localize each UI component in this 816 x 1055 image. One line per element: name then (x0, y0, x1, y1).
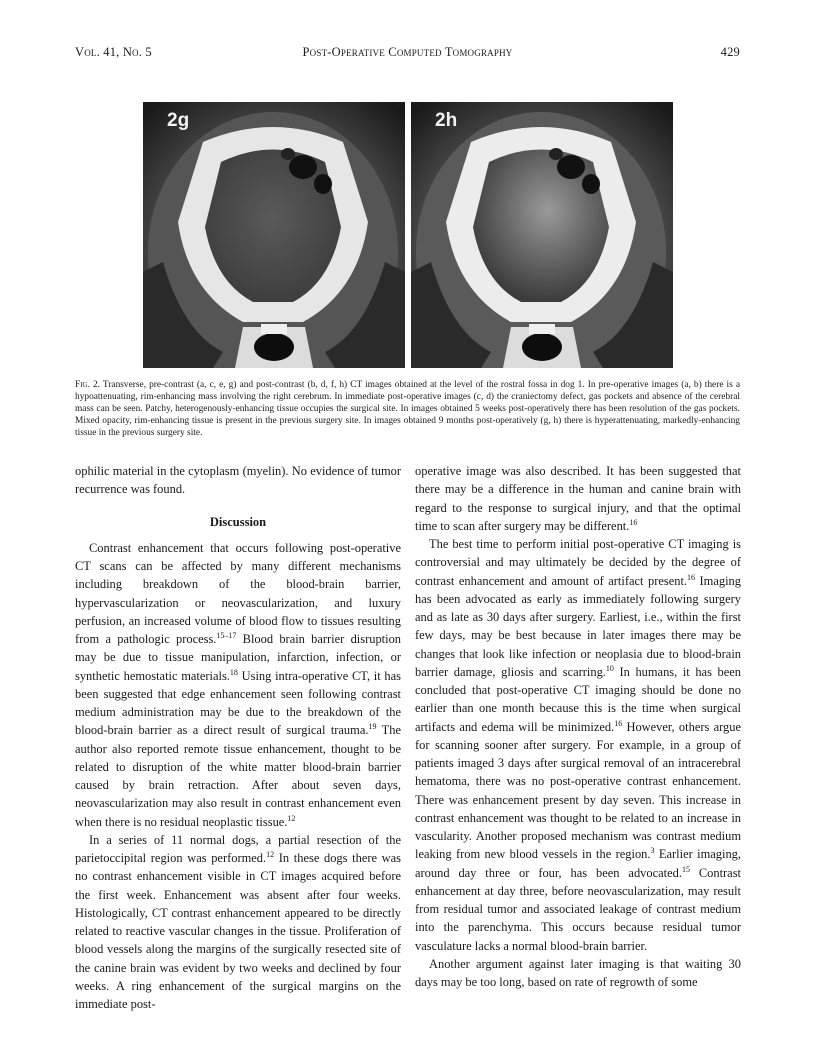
citation: 16 (687, 572, 696, 582)
citation: 12 (287, 813, 296, 823)
citation: 16 (614, 718, 623, 728)
running-title: Post-Operative Computed Tomography (302, 45, 513, 59)
text-run: In a series of 11 normal dogs, a partial resection of the parietoccipital region was performed. (75, 832, 401, 865)
paragraph (415, 462, 741, 535)
text-run: operative image was also described. It has been suggested that there may be a difference in the human and canine brain with regard to the response to surgical injury, and that the optimal time to scan after surgery may be different. (415, 464, 741, 533)
citation: 12 (266, 849, 275, 859)
section-heading-discussion: Discussion (209, 514, 267, 529)
left-column (75, 462, 401, 1013)
text-run: However, others argue for scanning sooner after surgery. For example, in a group of patients imaged 3 days after surgical removal of an intracerebral hematoma, there was no post-operative contrast enhancement. There was enhancement present by day seven. This increase in contrast enhancement was thought to be related to an increase in vascularity. Another proposed mechanism was contrast medium leaking from new blood vessels in the region. (415, 719, 741, 862)
text-run: Contrast enhancement that occurs following post-operative CT scans can be affected by many different mechanisms including breakdown of the blood-brain barrier, hypervascularization or neovascularization, and luxury perfusion, an increased volume of blood flow to tissues resulting from a pathologic process. (75, 540, 401, 646)
citation: 3 (650, 846, 655, 856)
caption-text: Transverse, pre-contrast (a, c, e, g) and post-contrast (b, d, f, h) CT images obtained at the level of the rostral fossa in dog 1. In pre-operative images (a, b) there is a hypoattenuating, rim-enhancing mass involving the right cerebrum. In immediate post-operative images (c, d) the craniectomy defect, gas pockets and absence of the cerebral mass can be seen. Patchy, heterogenously-enhancing tissue occupies the surgical site. In images obtained 5 weeks post-operatively there has been resolution of the gas pockets. Mixed opacity, rim-enhancing tissue is present in the previous surgery site. In images obtained 9 months post-operatively (g, h) there is hyperattenuating, markedly-enhancing tissue in the previous surgery site. (75, 380, 740, 438)
ct-scan-graphic (411, 102, 673, 368)
panel-label-2g: 2g (167, 110, 190, 131)
text-run: In humans, it has been concluded that post-operative CT imaging should be done no earlier than one month because this is the time when surgical artifacts and edema will be minimized. (415, 664, 741, 734)
text-run: Using intra-operative CT, it has been suggested that edge enhancement seen following contrast medium administration may be due to the breakdown of the blood-brain barrier as a direct result of surgical trauma. (75, 668, 401, 738)
paragraph (75, 831, 401, 1014)
ct-image-2h (411, 102, 673, 368)
citation: 15 (681, 864, 690, 874)
paragraph (75, 539, 401, 831)
citation: 19 (368, 722, 377, 732)
text-run: Blood brain barrier disruption may be due to tissue manipulation, infarction, infection, or synthetic hemostatic materials. (75, 632, 402, 683)
page-number: 429 (720, 45, 740, 59)
caption-label: Fig. 2. (75, 380, 101, 390)
text-run: The author also reported remote tissue enhancement, thought to be related to disruption of the white matter blood-brain barrier caused by brain retraction. After about seven days, neovascularization may also result in contrast enhancement even when there is no residual neoplastic tissue. (75, 723, 401, 829)
paragraph: ophilic material in the cytoplasm (myelin). No evidence of tumor recurrence was found. (75, 464, 401, 497)
text-run: In these dogs there was no contrast enhancement visible in CT images acquired before the first week. Enhancement was absent after four weeks. Histologically, CT contrast enhancement appeared to be directly related to reactive vascular changes in the tissue. Proliferation of blood vessels along the margins of the surgically resected site of the canine brain was evident by two weeks and declined by four weeks. A ring enhancement of the surgical margins on the immediate post- (75, 851, 401, 1011)
figure-2 (143, 102, 673, 368)
citation: 18 (229, 667, 238, 677)
citation: 16 (629, 517, 638, 527)
panel-label-2h: 2h (435, 110, 458, 131)
ct-image-2g (143, 102, 405, 368)
text-run: Imaging has been advocated as early as immediately following surgery and as late as 30 days after surgery. Earliest, i.e., within the first few days, may be best because in later images there may be changes that look like infection or neoplasia due to blood-brain barrier damage, gliosis and scarring. (415, 573, 741, 679)
journal-volume: Vol. 41, No. 5 (75, 45, 152, 59)
right-column (415, 462, 741, 991)
figure-caption (75, 379, 740, 439)
citation: 15–17 (216, 630, 237, 640)
citation: 10 (605, 663, 614, 673)
ct-scan-graphic (143, 102, 405, 368)
running-head (75, 45, 740, 61)
text-run: The best time to perform initial post-operative CT imaging is controversial and may ultimately be decided by the degree of contrast enhancement and amount of artifact present. (415, 537, 741, 588)
paragraph (415, 535, 741, 955)
text-run: Earlier imaging, around day three or four, has been advocated. (415, 847, 741, 880)
text-run: Contrast enhancement at day three, before neovascularization, may result from residual tumor and associated leakage of contrast medium into the parenchyma. This occurs because residual tumor vasculature lacks a normal blood-brain barrier. (415, 865, 742, 953)
paragraph: Another argument against later imaging is that waiting 30 days may be too long, based on rate of regrowth of some (415, 956, 741, 989)
